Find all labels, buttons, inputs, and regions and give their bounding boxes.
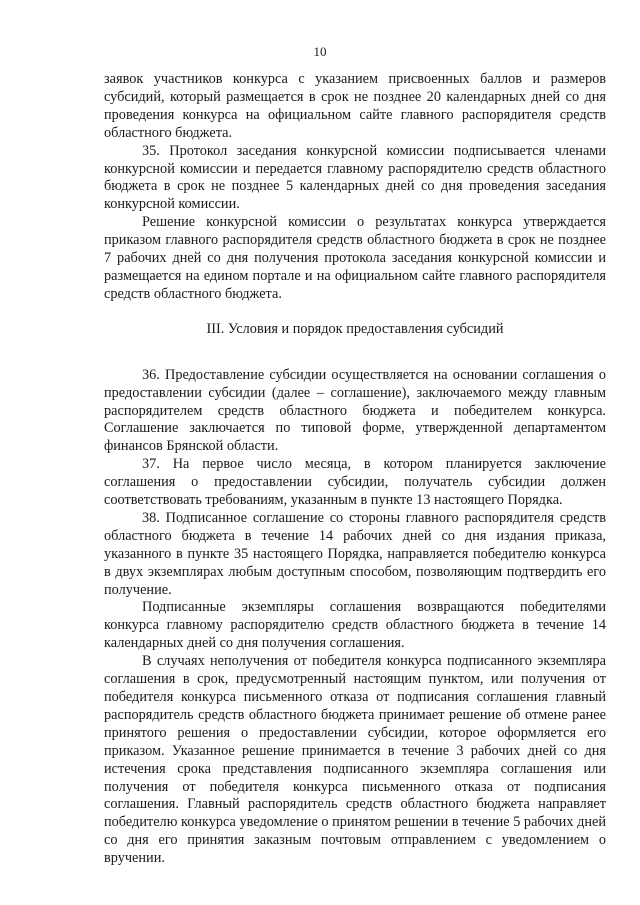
paragraph-item-37: 37. На первое число месяца, в котором планируется заключение соглашения о предоставлении субсидии, получатель субсидии должен соответствовать требованиям, указанным в пункте 13 настоящего Порядка. (104, 456, 606, 509)
page-number: 10 (313, 44, 327, 59)
paragraph-non-receipt: В случаях неполучения от победителя конкурса подписанного экземпляра соглашения в срок, предусмотренный настоящим пунктом, или получения от победителя конкурса письменного отказа от подписания соглашения главный распорядитель средств областного бюджета принимает решение об отмене ранее принятого решения о предоставлении субсидии, которое оформляется его приказом. Указанное решение принимается в течение 3 рабочих дней со дня истечения срока представления подписанного экземпляра соглашения или получения от победителя конкурса письменного отказа от подписания соглашения. Главный распорядитель средств областного бюджета направляет победителю конкурса уведомление о принятом решении в течение 5 рабочих дней со дня его принятия заказным почтовым отправлением с уведомлением о вручении. (104, 653, 606, 867)
paragraph-item-38: 38. Подписанное соглашение со стороны главного распорядителя средств областного бюджета в течение 14 рабочих дней со дня издания приказа, указанного в пункте 35 настоящего Порядка, направляется победителю конкурса в двух экземплярах любым доступным способом, позволяющим подтвердить его получение. (104, 509, 606, 598)
section-heading: III. Условия и порядок предоставления субсидий (206, 320, 504, 337)
document-body (104, 71, 606, 868)
paragraph-item-36: 36. Предоставление субсидии осуществляется на основании соглашения о предоставлении субсидии (далее – соглашение), заключаемого между главным распорядителем средств областного бюджета и победителем конкурса. Соглашение заключается по типовой форме, утвержденной департаментом финансов Брянской области. (104, 366, 606, 455)
paragraph-item-35: 35. Протокол заседания конкурсной комиссии подписывается членами конкурсной комиссии и передается главному распорядителю средств областного бюджета в срок не позднее 5 календарных дней со дня проведения заседания конкурсной комиссии. (104, 142, 606, 213)
paragraph-commission-decision: Решение конкурсной комиссии о результатах конкурса утверждается приказом главного распорядителя средств областного бюджета в срок не позднее 7 рабочих дней со дня получения протокола заседания конкурсной комиссии и размещается на едином портале и на официальном сайте главного распорядителя средств областного бюджета. (104, 214, 606, 302)
paragraph-continuation: заявок участников конкурса с указанием присвоенных баллов и размеров субсидий, который размещается в срок не позднее 20 календарных дней со дня проведения конкурса на официальном сайте главного распорядителя средств областного бюджета. (104, 71, 606, 141)
paragraph-signed-copies: Подписанные экземпляры соглашения возвращаются победителями конкурса главному распорядителю средств областного бюджета в течение 14 календарных дней со дня получения соглашения. (104, 599, 606, 652)
